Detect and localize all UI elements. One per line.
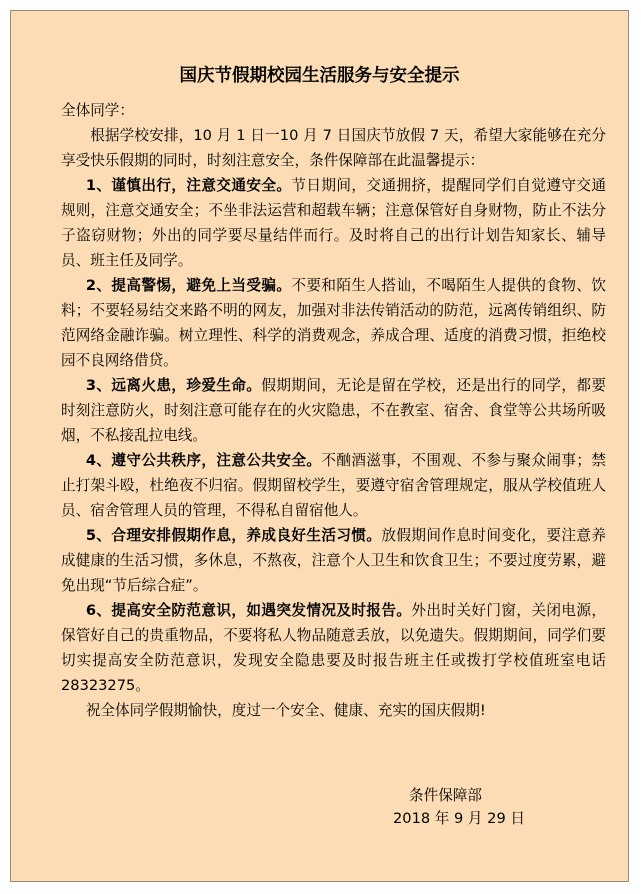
item-text-5: 放假期间作息时间变化，要注意养成健康的生活习惯，多休息，不熬夜，注意个人卫生和饮食卫生；不要过度劳累，避免出现“节后综合症”。 [61,527,606,594]
item-paragraph-1 [61,173,606,273]
notice-sheet [10,10,629,882]
closing-paragraph: 祝全体同学假期愉快，度过一个安全、健康、充实的国庆假期! [85,702,486,719]
signature-department: 条件保障部 [409,787,482,804]
item-paragraph-6 [61,598,606,698]
item-text-1: 节日期间，交通拥挤，提醒同学们自觉遵守交通规则，注意交通安全；不坐非法运营和超载车辆；注意保管好自身财物，防止不法分子盗窃财物；外出的同学要尽量结伴而行。及时将自己的出行计划告知家长、辅导员、班主任及同学。 [61,177,606,269]
item-paragraph-3 [61,373,606,448]
intro-paragraph: 根据学校安排，10 月 1 日一10 月 7 日国庆节放假 7 天，希望大家能够在充分享受快乐假期的同时，时刻注意安全，条件保障部在此温馨提示： [61,127,606,169]
item-text-3: 假期期间，无论是留在学校，还是出行的同学，都要时刻注意防火，时刻注意可能存在的火灾隐患，不在教室、宿舍、食堂等公共场所吸烟，不私接乱拉电线。 [61,377,606,444]
item-paragraph-5 [61,523,606,598]
item-heading-5: 5、合理安排假期作息，养成良好生活习惯。 [85,527,382,544]
item-paragraph-2 [61,273,606,373]
item-heading-4: 4、遵守公共秩序，注意公共安全。 [85,452,322,469]
item-paragraph-4 [61,448,606,523]
item-heading-1: 1、谨慎出行，注意交通安全。 [85,177,292,194]
notice-body [61,98,606,723]
item-heading-6: 6、提高安全防范意识，如遇突发情况及时报告。 [85,602,412,619]
item-heading-2: 2、提高警惕，避免上当受骗。 [85,277,292,294]
signature-date: 2018 年 9 月 29 日 [393,810,525,827]
notice-title: 国庆节假期校园生活服务与安全提示 [179,66,460,86]
salutation: 全体同学： [61,102,134,119]
item-text-6: 外出时关好门窗，关闭电源，保管好自己的贵重物品，不要将私人物品随意丢放，以免遗失。假期期间，同学们要切实提高安全防范意识，发现安全隐患要及时报告班主任或拨打学校值班室电话 28323275。 [61,602,606,694]
item-heading-3: 3、远离火患，珍爱生命。 [85,377,262,394]
item-text-4: 不酗酒滋事，不围观、不参与聚众闹事；禁止打架斗殴，杜绝夜不归宿。假期留校学生，要遵守宿舍管理规定，服从学校值班人员、宿舍管理人员的管理，不得私自留宿他人。 [61,452,606,519]
item-text-2: 不要和陌生人搭讪，不喝陌生人提供的食物、饮料；不要轻易结交来路不明的网友，加强对非法传销活动的防范，远离传销组织、防范网络金融诈骗。树立理性、科学的消费观念，养成合理、适度的消费习惯，拒绝校园不良网络借贷。 [61,277,606,369]
